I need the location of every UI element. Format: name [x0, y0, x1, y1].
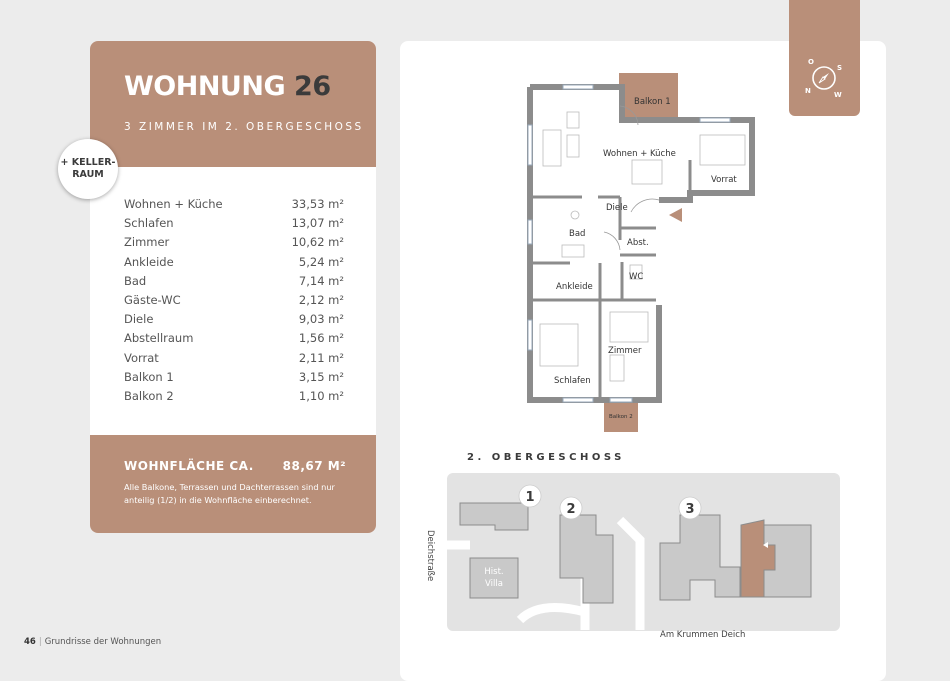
room-row: Zimmer 10,62 m² [124, 235, 344, 250]
room-row: Bad 7,14 m² [124, 273, 344, 288]
keller-badge: + KELLER- RAUM [58, 139, 118, 199]
total-value: 88,67 M² [282, 459, 346, 473]
building-number-2: 2 [566, 502, 576, 517]
page-number: 46 [24, 637, 36, 647]
page-footer: 46 | Grundrisse der Wohnungen [24, 637, 162, 647]
room-row: Balkon 1 3,15 m² [124, 369, 344, 384]
room-row: Diele 9,03 m² [124, 312, 344, 327]
street-deichstrasse: Deichstraße [425, 530, 435, 582]
room-row: Vorrat 2,11 m² [124, 350, 344, 365]
apartment-subtitle: 3 ZIMMER IM 2. OBERGESCHOSS [124, 121, 364, 133]
total-label: WOHNFLÄCHE CA. [124, 459, 254, 473]
footer-text: Grundrisse der Wohnungen [44, 637, 162, 647]
label-abst: Abst. [627, 238, 649, 248]
building-number-1: 1 [525, 490, 535, 505]
label-wc: WC [629, 272, 644, 282]
compass-w: W [834, 91, 842, 99]
title-number: 26 [294, 71, 331, 102]
villa-label-1: Hist. [484, 567, 504, 577]
room-row: Balkon 2 1,10 m² [124, 388, 344, 403]
label-zimmer: Zimmer [608, 346, 642, 356]
room-row: Schlafen 13,07 m² [124, 216, 344, 231]
compass-o: O [808, 58, 814, 66]
title-word: WOHNUNG [124, 71, 286, 102]
label-wohnen: Wohnen + Küche [603, 149, 676, 159]
label-schlafen: Schlafen [554, 376, 591, 386]
floor-section-title: 2. OBERGESCHOSS [467, 452, 625, 463]
room-row: Gäste-WC 2,12 m² [124, 292, 344, 307]
label-ankleide: Ankleide [556, 282, 593, 292]
label-bad: Bad [569, 229, 586, 239]
room-row: Abstellraum 1,56 m² [124, 331, 344, 346]
compass-s: S [837, 64, 843, 72]
room-row: Wohnen + Küche 33,53 m² [124, 197, 344, 211]
building-number-3: 3 [685, 502, 695, 517]
compass-n: N [805, 87, 811, 95]
label-balkon1: Balkon 1 [634, 97, 671, 107]
street-am-krummen-deich: Am Krummen Deich [660, 630, 746, 640]
villa-label-2: Villa [485, 579, 503, 589]
label-balkon2: Balkon 2 [609, 414, 633, 420]
label-vorrat: Vorrat [711, 175, 737, 185]
area-note: Alle Balkone, Terrassen und Dachterrassen sind nur anteilig (1/2) in die Wohnfläche einberechnet. [124, 482, 335, 505]
room-row: Ankleide 5,24 m² [124, 254, 344, 269]
label-diele: Diele [606, 203, 628, 213]
hist-villa [470, 558, 518, 598]
